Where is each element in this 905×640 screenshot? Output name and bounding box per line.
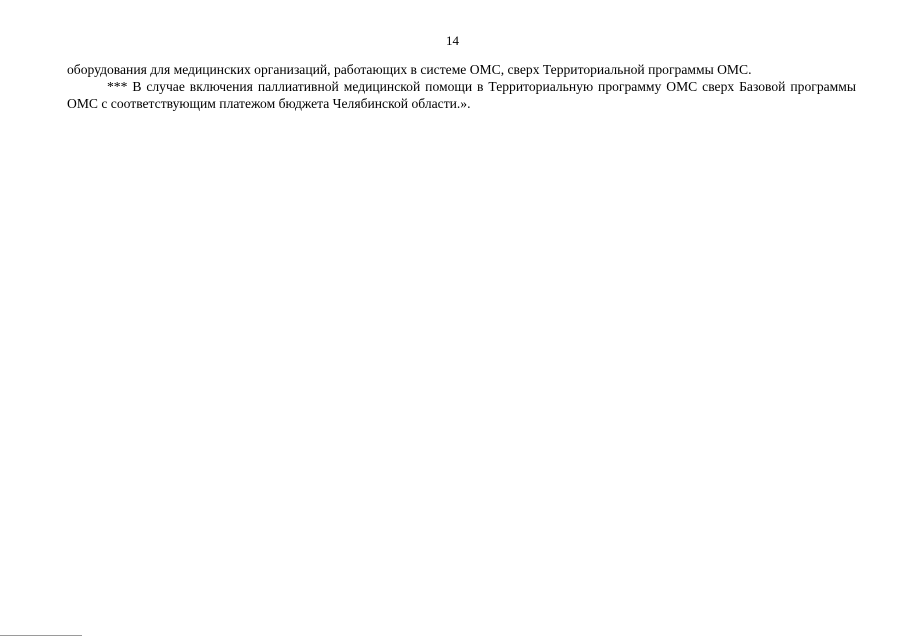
document-body bbox=[67, 61, 856, 112]
continuation-line: оборудования для медицинских организаций, работающих в системе ОМС, сверх Территориальной программы ОМС. bbox=[67, 62, 752, 77]
footnote-paragraph: *** В случае включения паллиативной медицинской помощи в Территориальную программу ОМС сверх Базовой программы ОМС с соответствующим платежом бюджета Челябинской области.». bbox=[67, 79, 856, 111]
footer-divider bbox=[0, 635, 82, 636]
page-number: 14 bbox=[446, 33, 459, 48]
